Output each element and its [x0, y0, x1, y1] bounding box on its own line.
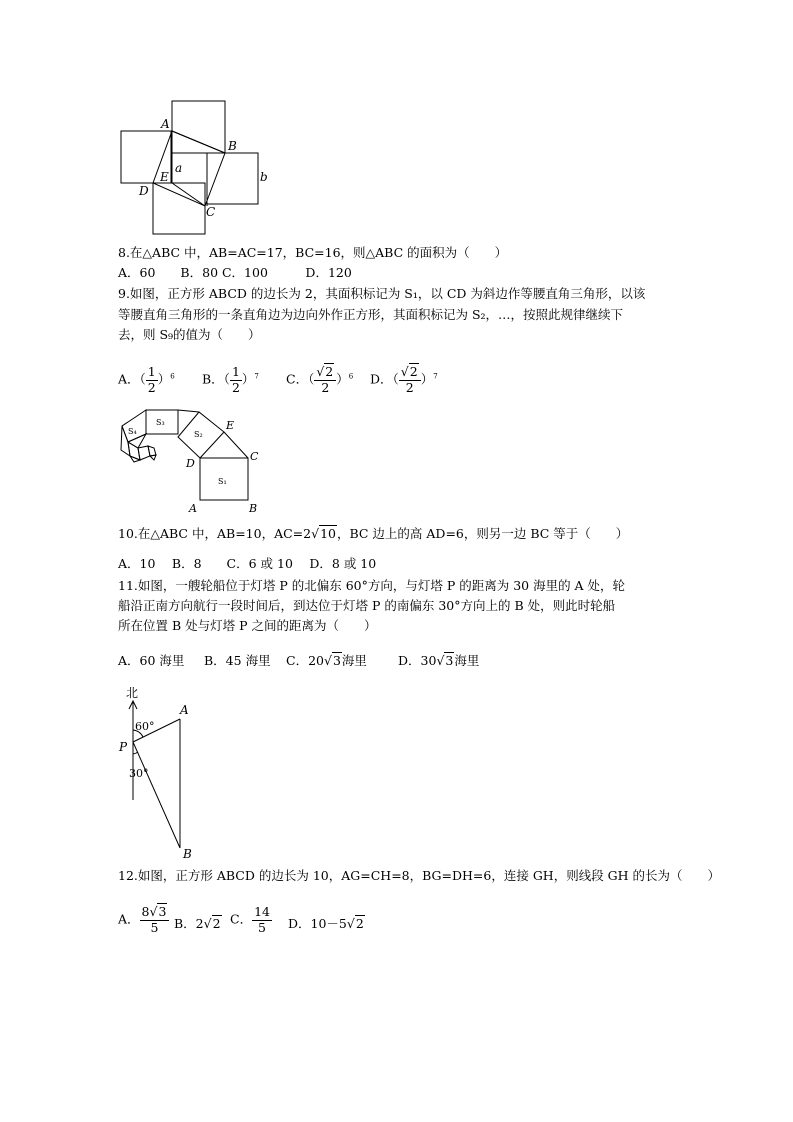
label-north: 北 [126, 686, 139, 700]
label-B: B [228, 139, 237, 153]
label-E: E [226, 419, 235, 432]
arc-30 [133, 752, 138, 754]
q11-line3: 所在位置 B 处与灯塔 P 之间的距离为（ ） [118, 618, 377, 633]
diag-ab [172, 131, 225, 153]
label-A: A [180, 703, 189, 717]
tri-s3 [178, 410, 199, 412]
navigation-figure [112, 682, 202, 862]
spiral-small-7 [150, 455, 156, 460]
label-s2: S₂ [194, 430, 203, 439]
q12-options [118, 898, 518, 940]
label-s1: S₁ [218, 477, 227, 486]
q9-option-d: D．（ $\frac{√2}{2}$ ）$^7$ [370, 364, 438, 395]
label-A: A [161, 117, 170, 131]
q12-option-b: B．2√2 [174, 916, 221, 931]
square-s4 [122, 410, 146, 442]
square-bottom [153, 183, 205, 234]
q10-stem: 10.在△ABC 中，AB=10，AC=2√10，BC 边上的高 AD=6，则另一边 BC 等于（ ） [118, 526, 629, 541]
q11-options [118, 651, 518, 671]
label-D: D [186, 457, 195, 470]
q11-option-b: B．45 海里 [204, 653, 271, 668]
q11-line2: 船沿正南方向航行一段时间后，到达位于灯塔 P 的南偏东 30°方向上的 B 处，则此时轮船 [118, 598, 616, 613]
q12-stem: 12.如图，正方形 ABCD 的边长为 10，AG=CH=8，BG=DH=6，连接 GH，则线段 GH 的长为（ ） [118, 868, 721, 883]
q10-options: A．10 B．8 C．6 或 10 D．8 或 10 [118, 556, 377, 571]
q9-options [118, 358, 518, 398]
q9-option-b: B．（ $\frac{1}{2}$ ）$^7$ [202, 364, 259, 395]
spiral-small-6 [130, 456, 140, 462]
q9-line3: 去，则 S₉的值为（ ） [118, 327, 261, 342]
spiral-small-5 [128, 434, 146, 448]
q8-stem: 8.在△ABC 中，AB=AC=17，BC=16，则△ABC 的面积为（ ） [118, 245, 508, 260]
q9-line2: 等腰直角三角形的一条直角边为边向外作正方形，其面积标记为 S₂，…，按照此规律继续下 [118, 307, 624, 322]
q11-option-d: D．30√3海里 [398, 653, 480, 668]
q11-line1: 11.如图，一艘轮船位于灯塔 P 的北偏东 60°方向，与灯塔 P 的距离为 30 海里的 A 处，轮 [118, 578, 626, 593]
line-pb [133, 742, 180, 848]
label-B: B [183, 847, 192, 861]
label-s4: S₄ [128, 427, 137, 436]
label-B: B [249, 502, 258, 515]
tri-cd [224, 432, 248, 458]
square-top [172, 101, 225, 153]
spiral-small-4 [148, 446, 156, 456]
label-E: E [160, 170, 169, 184]
label-a: a [175, 161, 183, 175]
q9-line1: 9.如图，正方形 ABCD 的边长为 2，其面积标记为 S₁，以 CD 为斜边作等腰直角三角形，以该 [118, 286, 646, 301]
square-right [207, 153, 258, 204]
q12-option-c: C． $\frac{14}{5}$ [230, 904, 270, 935]
label-D: D [139, 184, 149, 198]
label-30: 30° [129, 767, 149, 780]
label-P: P [119, 740, 128, 754]
pythagoras-squares-figure [112, 95, 277, 240]
q12-option-a: A． $\frac{8√3}{5}$ [118, 906, 169, 934]
spiral-squares-figure [112, 402, 272, 516]
q8-options: A．60 B．80 C．100 D．120 [118, 265, 352, 280]
label-b: b [260, 170, 268, 184]
label-C: C [206, 205, 216, 219]
label-C: C [250, 450, 259, 463]
q12-option-d: D．10－5√2 [288, 916, 364, 931]
q9-option-a: A．（ $\frac{1}{2}$ ）$^6$ [118, 364, 175, 395]
label-s3: S₃ [156, 418, 165, 427]
q11-option-c: C．20√3海里 [286, 653, 367, 668]
label-A: A [189, 502, 197, 515]
label-60: 60° [135, 720, 155, 733]
q11-option-a: A．60 海里 [118, 653, 185, 668]
inner-e [172, 183, 205, 206]
q9-option-c: C．（ $\frac{√2}{2}$ ）$^6$ [286, 364, 354, 395]
